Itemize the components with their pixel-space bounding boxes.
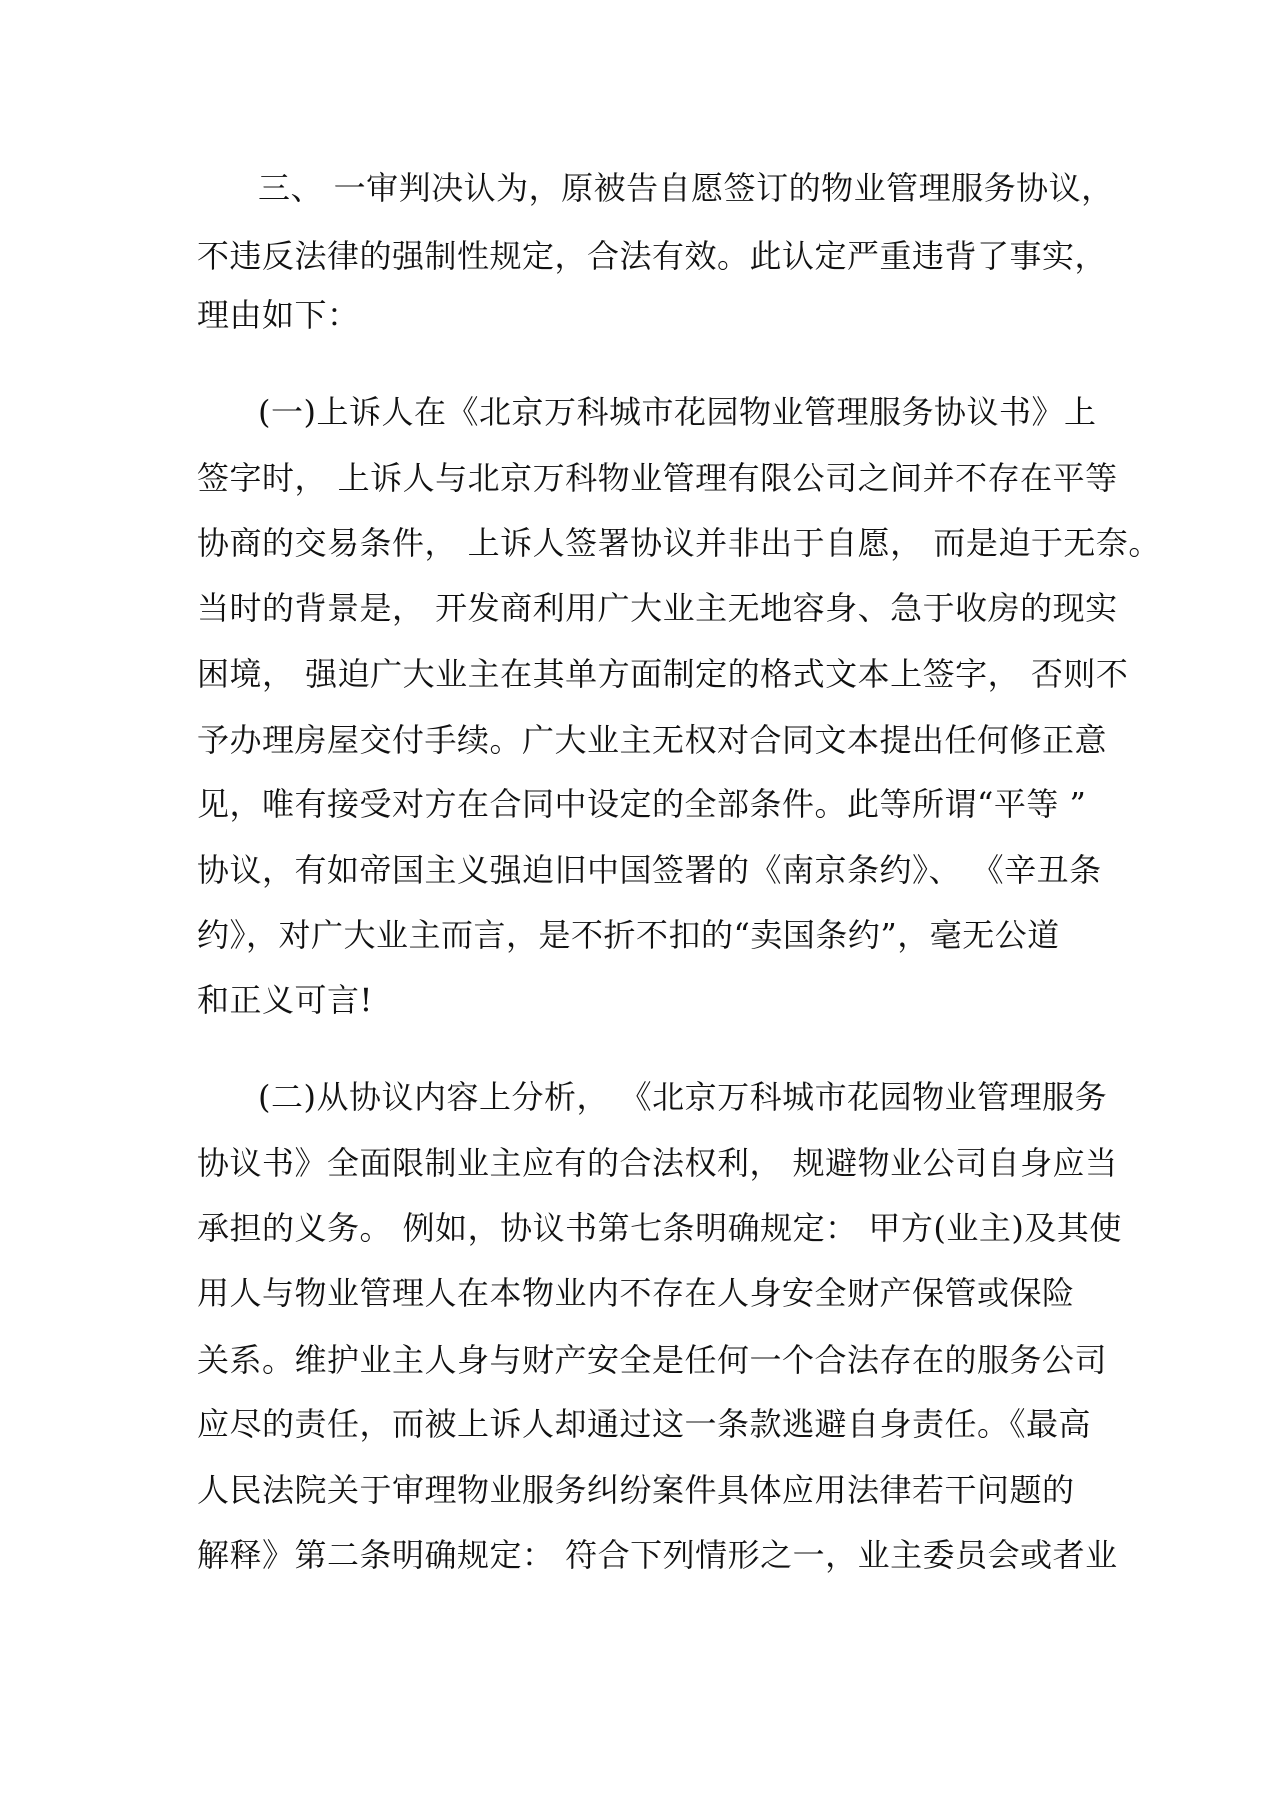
paragraph-3-line-1: 三、 一审判决认为，原被告自愿签订的物业管理服务协议，	[258, 169, 1114, 207]
paragraph-3-2-line-8: 解释》第二条明确规定： 符合下列情形之一，业主委员会或者业	[197, 1536, 1118, 1574]
paragraph-3-2-line-2: 协议书》全面限制业主应有的合法权利， 规避物业公司自身应当	[197, 1144, 1118, 1182]
paragraph-3-line-3: 理由如下：	[197, 296, 360, 334]
paragraph-3-1-line-6: 予办理房屋交付手续。广大业主无权对合同文本提出任何修正意	[197, 721, 1108, 759]
paragraph-3-1-line-3: 协商的交易条件， 上诉人签署协议并非出于自愿， 而是迫于无奈。	[197, 524, 1161, 562]
paragraph-3-line-2: 不违反法律的强制性规定，合法有效。此认定严重违背了事实，	[197, 237, 1108, 275]
paragraph-3-2-line-4: 用人与物业管理人在本物业内不存在人身安全财产保管或保险	[197, 1274, 1075, 1312]
paragraph-3-2-line-1: (二)从协议内容上分析， 《北京万科城市花园物业管理服务	[258, 1078, 1108, 1116]
paragraph-3-1-line-2: 签字时， 上诉人与北京万科物业管理有限公司之间并不存在平等	[197, 459, 1118, 497]
paragraph-3-1-line-10: 和正义可言!	[197, 981, 373, 1019]
paragraph-3-2-line-6: 应尽的责任，而被上诉人却通过这一条款逃避自身责任。《最高	[197, 1405, 1092, 1443]
paragraph-3-1-line-8: 协议，有如帝国主义强迫旧中国签署的《南京条约》、 《辛丑条	[197, 851, 1102, 889]
paragraph-3-1-line-7: 见，唯有接受对方在合同中设定的全部条件。此等所谓“平等 ”	[197, 785, 1087, 823]
paragraph-3-2-line-7: 人民法院关于审理物业服务纠纷案件具体应用法律若干问题的	[197, 1471, 1075, 1509]
paragraph-3-1-line-1: (一)上诉人在《北京万科城市花园物业管理服务协议书》上	[258, 393, 1097, 431]
paragraph-3-1-line-4: 当时的背景是， 开发商利用广大业主无地容身、急于收房的现实	[197, 589, 1118, 627]
paragraph-3-2-line-3: 承担的义务。 例如，协议书第七条明确规定： 甲方(业主)及其使	[197, 1209, 1122, 1247]
paragraph-3-1-line-5: 困境， 强迫广大业主在其单方面制定的格式文本上签字， 否则不	[197, 655, 1129, 693]
paragraph-3-1-line-9: 约》，对广大业主而言，是不折不扣的“卖国条约”，毫无公道	[197, 916, 1060, 954]
paragraph-3-2-line-5: 关系。维护业主人身与财产安全是任何一个合法存在的服务公司	[197, 1341, 1108, 1379]
